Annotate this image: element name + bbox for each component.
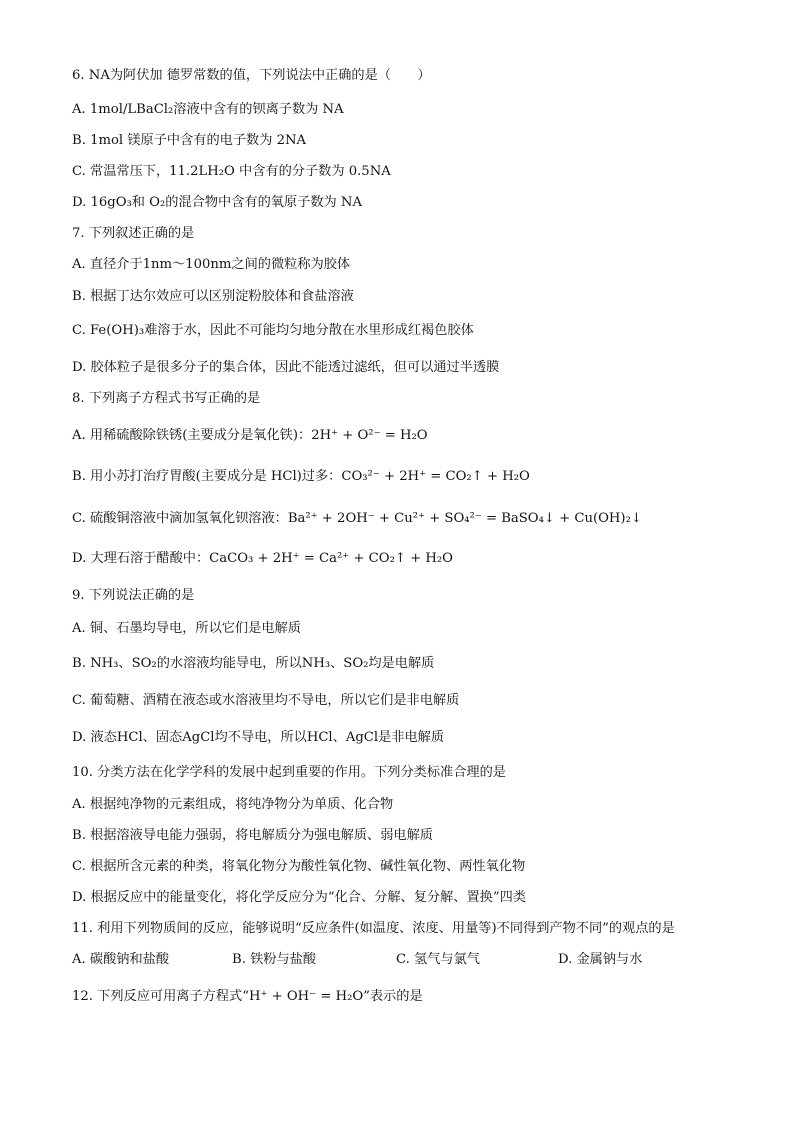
question-8-option-d: D. 大理石溶于醋酸中：CaCO₃ + 2H⁺ = Ca²⁺ + CO₂↑ + H₂O	[72, 551, 453, 566]
question-11-option-c: C. 氢气与氯气	[396, 952, 480, 967]
question-8-stem: 8. 下列离子方程式书写正确的是	[72, 391, 261, 406]
question-8-option-c: C. 硫酸铜溶液中滴加氢氧化钡溶液：Ba²⁺ + 2OH⁻ + Cu²⁺ + SO₄²⁻ = BaSO₄↓ + Cu(OH)₂↓	[72, 511, 642, 526]
question-12-stem: 12. 下列反应可用离子方程式“H⁺ + OH⁻ = H₂O”表示的是	[72, 989, 423, 1004]
question-9-option-a: A. 铜、石墨均导电，所以它们是电解质	[72, 621, 301, 636]
question-9-option-d: D. 液态HCl、固态AgCl均不导电，所以HCl、AgCl是非电解质	[72, 730, 445, 745]
question-10-option-c: C. 根据所含元素的种类，将氧化物分为酸性氧化物、碱性氧化物、两性氧化物	[72, 859, 526, 874]
question-9-stem: 9. 下列说法正确的是	[72, 588, 195, 603]
question-6-option-a: A. 1mol/LBaCl₂溶液中含有的钡离子数为 NA	[72, 102, 344, 117]
question-7-option-c: C. Fe(OH)₃难溶于水，因此不可能均匀地分散在水里形成红褐色胶体	[72, 323, 474, 338]
question-7-stem: 7. 下列叙述正确的是	[72, 226, 195, 241]
question-10-option-d: D. 根据反应中的能量变化，将化学反应分为“化合、分解、复分解、置换”四类	[72, 890, 526, 905]
question-11-option-b: B. 铁粉与盐酸	[232, 952, 317, 967]
question-10-option-b: B. 根据溶液导电能力强弱，将电解质分为强电解质、弱电解质	[72, 828, 433, 843]
question-11-options	[72, 951, 752, 969]
question-6-option-c: C. 常温常压下，11.2LH₂O 中含有的分子数为 0.5NA	[72, 164, 391, 179]
question-9-option-b: B. NH₃、SO₂的水溶液均能导电，所以NH₃、SO₂均是电解质	[72, 656, 435, 671]
question-6-stem: 6. NA为阿伏加 德罗常数的值，下列说法中正确的是（ ）	[72, 68, 431, 83]
question-10-option-a: A. 根据纯净物的元素组成，将纯净物分为单质、化合物	[72, 797, 394, 812]
question-11-stem: 11. 利用下列物质间的反应，能够说明“反应条件(如温度、浓度、用量等)不同得到产物不同”的观点的是	[72, 921, 675, 936]
question-6-option-d: D. 16gO₃和 O₂的混合物中含有的氧原子数为 NA	[72, 195, 362, 210]
question-7-option-d: D. 胶体粒子是很多分子的集合体，因此不能透过滤纸，但可以通过半透膜	[72, 360, 500, 375]
question-6-option-b: B. 1mol 镁原子中含有的电子数为 2NA	[72, 133, 307, 148]
question-9-option-c: C. 葡萄糖、酒精在液态或水溶液里均不导电，所以它们是非电解质	[72, 693, 460, 708]
question-7-option-b: B. 根据丁达尔效应可以区别淀粉胶体和食盐溶液	[72, 289, 354, 304]
question-10-stem: 10. 分类方法在化学学科的发展中起到重要的作用。下列分类标准合理的是	[72, 765, 506, 780]
question-11-option-a: A. 碳酸钠和盐酸	[72, 952, 170, 967]
question-11-option-d: D. 金属钠与水	[558, 952, 643, 967]
question-7-option-a: A. 直径介于1nm～100nm之间的微粒称为胶体	[72, 257, 351, 272]
question-8-option-a: A. 用稀硫酸除铁锈(主要成分是氧化铁)：2H⁺ + O²⁻ = H₂O	[72, 428, 428, 443]
question-8-option-b: B. 用小苏打治疗胃酸(主要成分是 HCl)过多：CO₃²⁻ + 2H⁺ = CO₂↑ + H₂O	[72, 469, 530, 484]
